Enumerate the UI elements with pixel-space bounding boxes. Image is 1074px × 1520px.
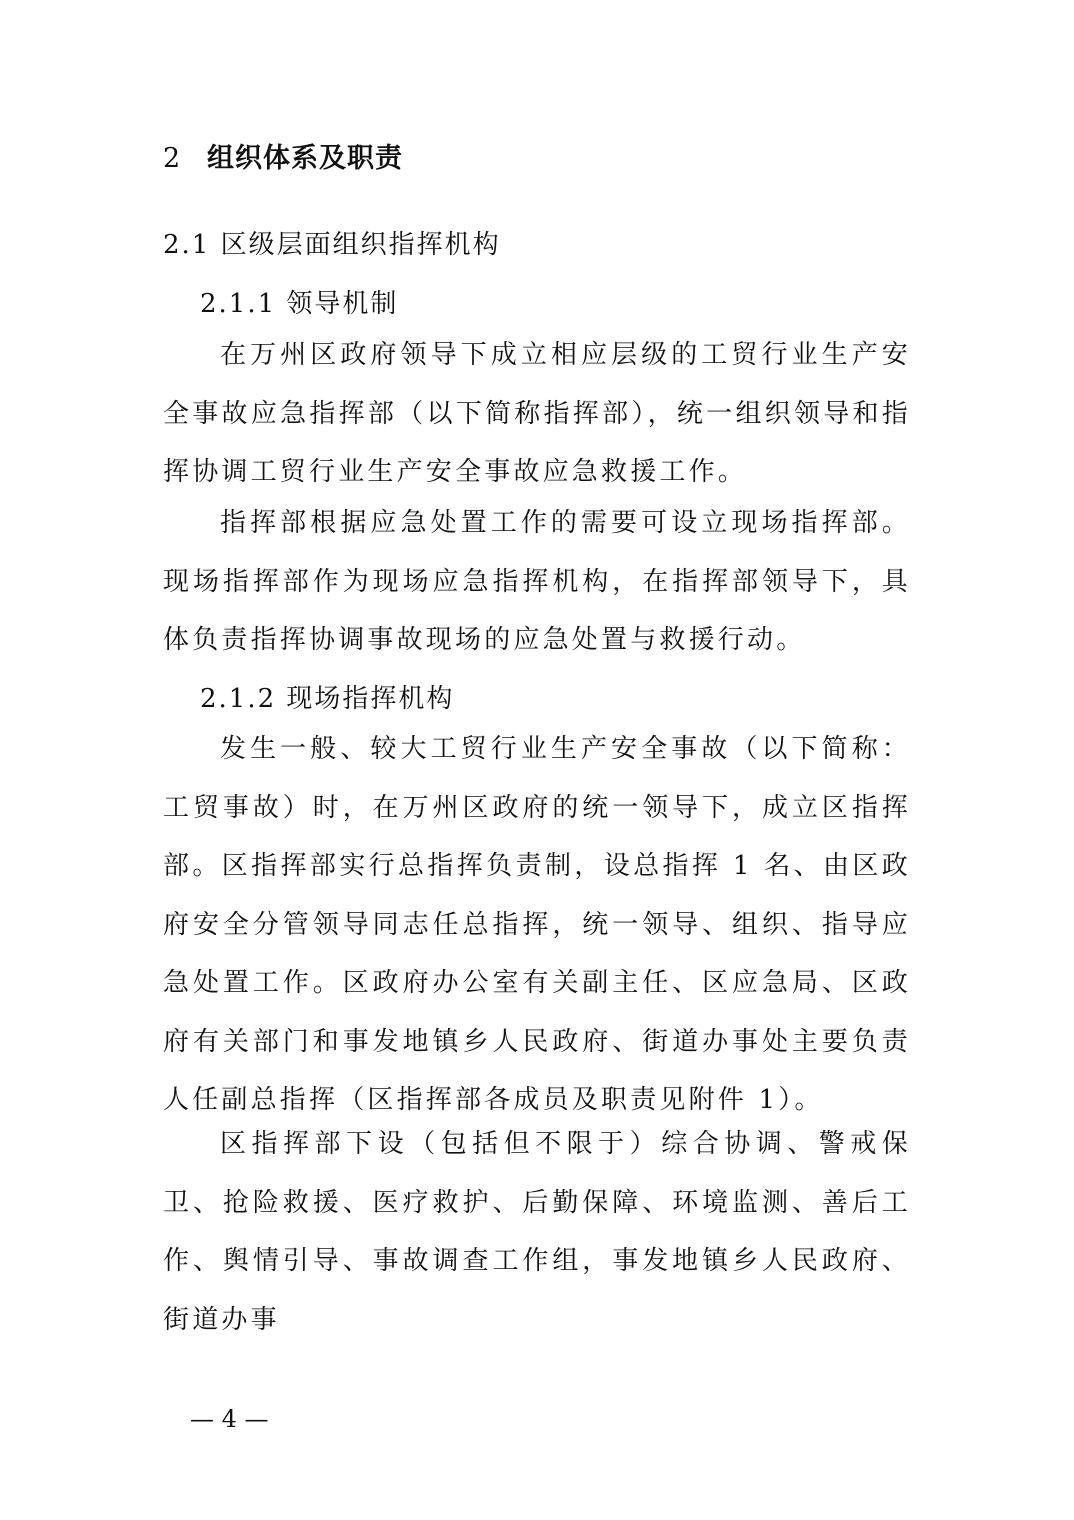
subsection-heading-2-1: 2.1 区级层面组织指挥机构 bbox=[163, 230, 501, 260]
paragraph-onsite-command: 指挥部根据应急处置工作的需要可设立现场指挥部。现场指挥部作为现场应急指挥机构，在指挥部领导下，具体负责指挥协调事故现场的应急处置与救援行动。 bbox=[163, 508, 911, 655]
page-number: — 4 — bbox=[190, 1405, 269, 1433]
paragraph-leadership-mechanism: 在万州区政府领导下成立相应层级的工贸行业生产安全事故应急指挥部（以下简称指挥部），统一组织领导和指挥协调工贸行业生产安全事故应急救援工作。 bbox=[163, 340, 911, 487]
subsubsection-heading-2-1-1: 2.1.1 领导机制 bbox=[200, 289, 399, 319]
section-number: 2 bbox=[163, 143, 182, 174]
paragraph-working-groups: 区指挥部下设（包括但不限于）综合协调、警戒保卫、抢险救援、医疗救护、后勤保障、环境监测、善后工作、舆情引导、事故调查工作组，事发地镇乡人民政府、街道办事 bbox=[163, 1129, 911, 1335]
section-title: 组织体系及职责 bbox=[207, 143, 403, 174]
paragraph-command-structure: 发生一般、较大工贸行业生产安全事故（以下简称：工贸事故）时，在万州区政府的统一领导下，成立区指挥部。区指挥部实行总指挥负责制，设总指挥 1 名、由区政府安全分管领导同志任总指挥，统一领导、组织、指导应急处置工作。区政府办公室有关副主任、区应急局、区政府有关部门和事发地镇乡人民政府、街道办事处主要负责人任副总指挥（区指挥部各成员及职责见附件 1）。 bbox=[163, 734, 911, 1115]
section-heading-2 bbox=[163, 136, 403, 175]
subsubsection-heading-2-1-2: 2.1.2 现场指挥机构 bbox=[200, 684, 455, 714]
